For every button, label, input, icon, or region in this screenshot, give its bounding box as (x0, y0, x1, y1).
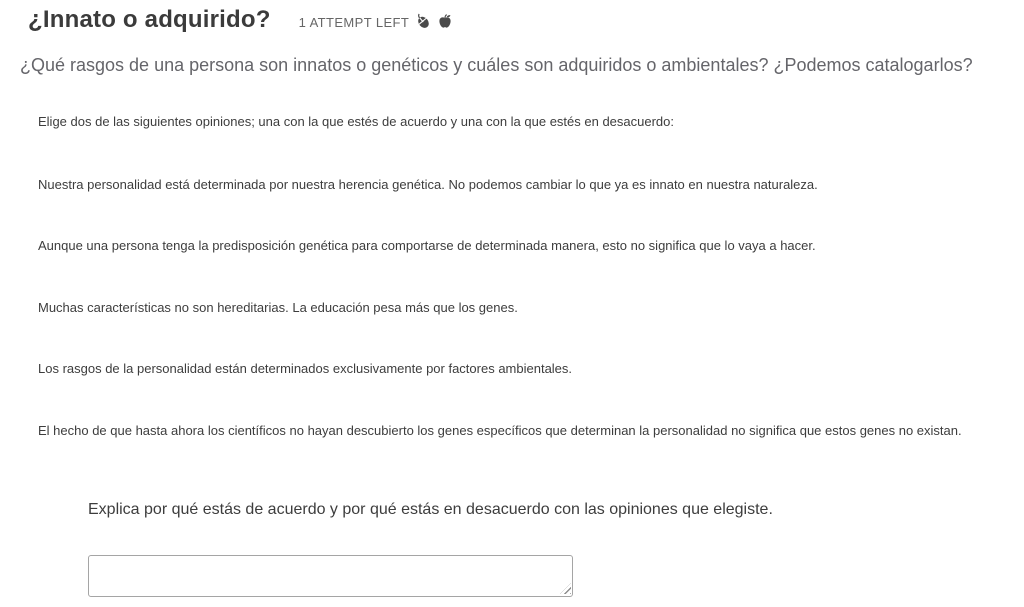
opinion-option-2[interactable]: Aunque una persona tenga la predisposición genética para comportarse de determinada manera, esto no significa que lo vaya a hacer. (38, 238, 816, 253)
opinion-option-5[interactable]: El hecho de que hasta ahora los científicos no hayan descubierto los genes específicos que determinan la personalidad no significa que estos genes no existan. (38, 423, 962, 438)
header (28, 6, 454, 34)
opinion-option-4[interactable]: Los rasgos de la personalidad están determinados exclusivamente por factores ambientales. (38, 361, 573, 376)
apple-icon (436, 12, 454, 30)
response-prompt: Explica por qué estás de acuerdo y por qué estás en desacuerdo con las opiniones que elegiste. (88, 501, 773, 518)
opinion-option-1[interactable]: Nuestra personalidad está determinada por nuestra herencia genética. No podemos cambiar lo que ya es innato en nuestra naturaleza. (38, 177, 818, 192)
header-icons (414, 12, 454, 30)
exercise-question: ¿Qué rasgos de una persona son innatos o genéticos y cuáles son adquiridos o ambientales? ¿Podemos catalogarlos? (20, 55, 973, 75)
page-title: ¿Innato o adquirido? (28, 6, 271, 33)
opinion-option-3[interactable]: Muchas características no son hereditarias. La educación pesa más que los genes. (38, 300, 518, 315)
exercise-instruction: Elige dos de las siguientes opiniones; una con la que estés de acuerdo y una con la que estés en desacuerdo: (38, 114, 674, 129)
response-textarea[interactable] (88, 555, 573, 597)
attempts-left-label: 1 ATTEMPT LEFT (298, 14, 410, 30)
mouse-icon (414, 12, 432, 30)
